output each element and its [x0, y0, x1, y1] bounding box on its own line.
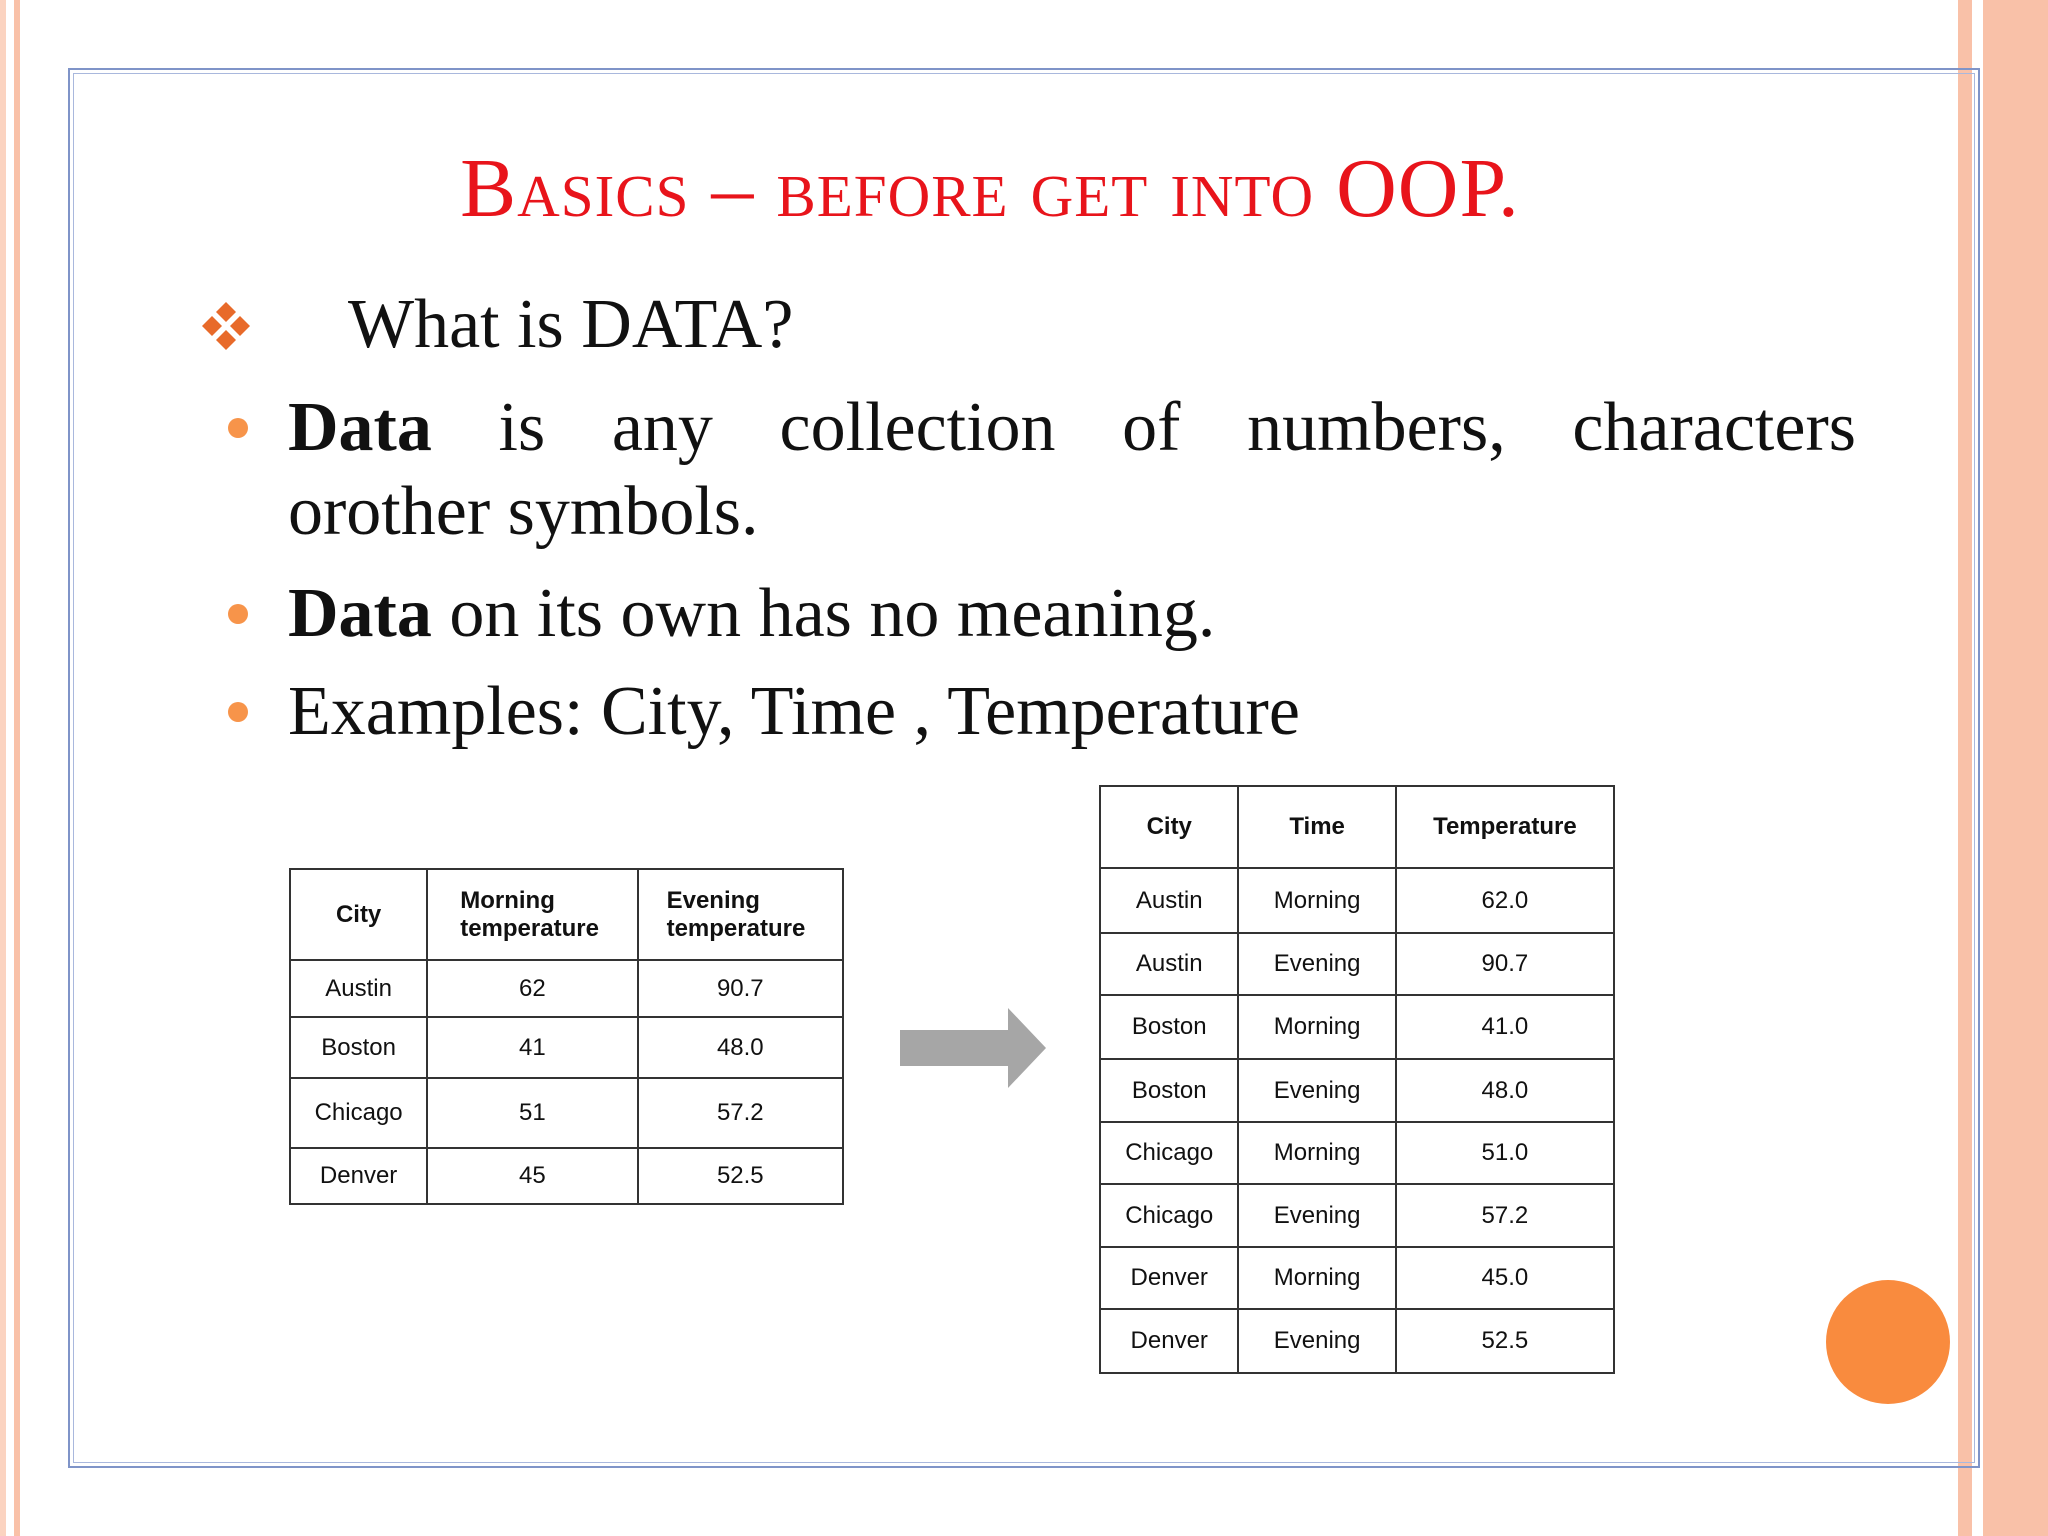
table-cell: Morning [1238, 995, 1395, 1059]
table-cell: Austin [1100, 933, 1238, 995]
table-header-row [290, 869, 843, 960]
table-cell: Evening [1238, 1059, 1395, 1122]
table-row [1100, 1122, 1614, 1184]
bullet-1-text: is any collection of numbers, characters [431, 389, 1856, 466]
table-cell: 52.5 [1396, 1309, 1614, 1373]
table-cell: 45 [427, 1148, 637, 1204]
table-cell: 90.7 [638, 960, 843, 1017]
table-cell: Boston [1100, 1059, 1238, 1122]
table-row [290, 960, 843, 1017]
bullet-1-continuation: orother symbols. [288, 473, 759, 550]
bullet-2 [288, 572, 1215, 656]
table-cell: 41 [427, 1017, 637, 1078]
bullet-dot [228, 604, 248, 624]
table-cell: Evening [1238, 933, 1395, 995]
bullet-2-text: on its own has no meaning. [431, 575, 1216, 652]
table-cell: Austin [290, 960, 427, 1017]
four-diamond-icon [198, 298, 254, 354]
table-cell: 90.7 [1396, 933, 1614, 995]
table-cell: 52.5 [638, 1148, 843, 1204]
table-cell: Boston [1100, 995, 1238, 1059]
table-cell: 51.0 [1396, 1122, 1614, 1184]
bullet-3: Examples: City, Time , Temperature [288, 673, 1300, 750]
table-row [1100, 933, 1614, 995]
bullet-1-bold: Data [288, 389, 432, 466]
table-header-cell: Evening temperature [638, 869, 843, 960]
table-cell: 62 [427, 960, 637, 1017]
table-cell: Boston [290, 1017, 427, 1078]
table-cell: 48.0 [638, 1017, 843, 1078]
bullet-1 [288, 386, 1856, 470]
long-format-table [1099, 785, 1615, 1374]
table-row [1100, 1247, 1614, 1309]
lead-question: What is DATA? [348, 286, 794, 363]
table-cell: Chicago [1100, 1122, 1238, 1184]
slide-frame-inner [73, 73, 1975, 1463]
bullet-dot [228, 702, 248, 722]
table-row [1100, 1059, 1614, 1122]
table-cell: Chicago [1100, 1184, 1238, 1247]
wide-format-table [289, 868, 844, 1205]
table-header-cell: City [1100, 786, 1238, 868]
table-cell: Denver [1100, 1247, 1238, 1309]
table-row [1100, 868, 1614, 933]
table-row [1100, 1309, 1614, 1373]
table-cell: 45.0 [1396, 1247, 1614, 1309]
table-header-cell: City [290, 869, 427, 960]
bullet-dot [228, 418, 248, 438]
table-cell: 48.0 [1396, 1059, 1614, 1122]
table-row [1100, 1184, 1614, 1247]
table-cell: Morning [1238, 1247, 1395, 1309]
table-row [290, 1078, 843, 1148]
table-header-row [1100, 786, 1614, 868]
table-cell: 62.0 [1396, 868, 1614, 933]
slide-title: Basics – before get into OOP. [460, 142, 1520, 235]
table-cell: 51 [427, 1078, 637, 1148]
table-cell: Morning [1238, 1122, 1395, 1184]
table-cell: Denver [290, 1148, 427, 1204]
table-cell: Chicago [290, 1078, 427, 1148]
table-header-cell: Morning temperature [427, 869, 637, 960]
table-cell: 41.0 [1396, 995, 1614, 1059]
table-cell: Morning [1238, 868, 1395, 933]
right-stripe-wide [1983, 0, 2048, 1536]
table-cell: Evening [1238, 1309, 1395, 1373]
bullet-2-bold: Data [288, 575, 432, 652]
table-header-cell: Time [1238, 786, 1395, 868]
table-cell: 57.2 [638, 1078, 843, 1148]
right-arrow-icon [900, 1008, 1046, 1088]
table-header-cell: Temperature [1396, 786, 1614, 868]
table-cell: Denver [1100, 1309, 1238, 1373]
accent-circle [1826, 1280, 1950, 1404]
table-cell: Austin [1100, 868, 1238, 933]
table-cell: Evening [1238, 1184, 1395, 1247]
table-cell: 57.2 [1396, 1184, 1614, 1247]
table-row [290, 1017, 843, 1078]
table-row [1100, 995, 1614, 1059]
table-row [290, 1148, 843, 1204]
